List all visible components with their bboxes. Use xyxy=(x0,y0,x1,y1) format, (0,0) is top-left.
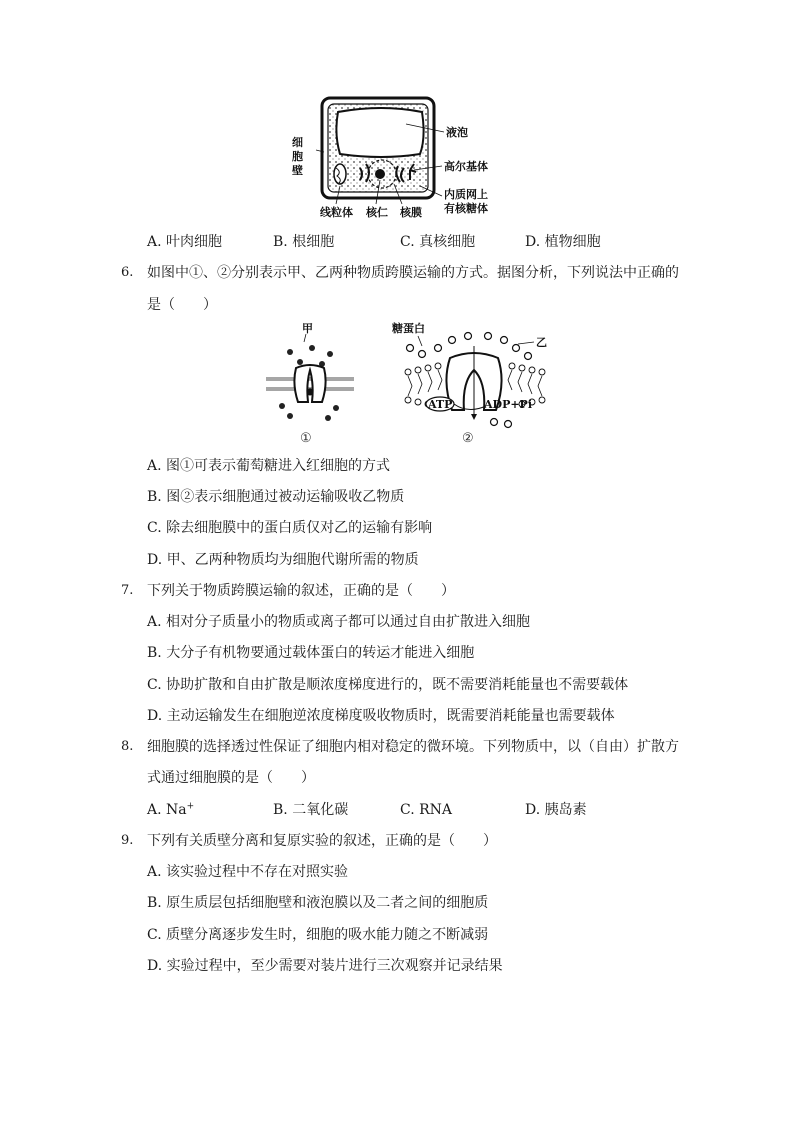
plant-cell-figure xyxy=(286,94,506,224)
q6-option-b[interactable]: B. 图②表示细胞通过被动运输吸收乙物质 xyxy=(147,489,405,505)
label-nuclear-membrane: 核膜 xyxy=(400,206,422,219)
label-adp: ADP+Pi xyxy=(484,398,533,411)
q9-option-b[interactable]: B. 原生质层包括细胞壁和液泡膜以及二者之间的细胞质 xyxy=(147,895,489,911)
q6-option-a[interactable]: A. 图①可表示葡萄糖进入红细胞的方式 xyxy=(147,458,391,474)
label-atp: ATP xyxy=(428,398,453,411)
nucleolus-shape xyxy=(375,169,385,179)
channel-protein-1 xyxy=(294,365,325,402)
q9-stem: 下列有关质壁分离和复原实验的叙述，正确的是（ ） xyxy=(147,833,497,849)
q9-option-d[interactable]: D. 实验过程中，至少需要对装片进行三次观察并记录结果 xyxy=(147,958,503,974)
label-mitochondria: 线粒体 xyxy=(320,206,353,219)
label-golgi: 高尔基体 xyxy=(444,160,488,173)
membrane-figure-1 xyxy=(260,318,360,450)
q6-option-c[interactable]: C. 除去细胞膜中的蛋白质仅对乙的运输有影响 xyxy=(147,520,433,536)
q5-option-b[interactable]: B. 根细胞 xyxy=(273,234,335,250)
label-cell-wall-3: 壁 xyxy=(292,164,303,177)
q7-option-b[interactable]: B. 大分子有机物要通过载体蛋白的转运才能进入细胞 xyxy=(147,645,475,661)
q7-option-a[interactable]: A. 相对分子质量小的物质或离子都可以通过自由扩散进入细胞 xyxy=(147,614,531,630)
label-fig1: ① xyxy=(300,431,312,446)
q8-option-c[interactable]: C. RNA xyxy=(400,802,453,818)
label-jia: 甲 xyxy=(302,322,313,335)
label-nucleolus: 核仁 xyxy=(366,206,388,219)
label-fig2: ② xyxy=(462,431,474,446)
yi-molecules-inside xyxy=(491,419,512,428)
q6-option-d[interactable]: D. 甲、乙两种物质均为细胞代谢所需的物质 xyxy=(147,552,419,568)
q5-option-d[interactable]: D. 植物细胞 xyxy=(525,234,601,250)
q9-option-a[interactable]: A. 该实验过程中不存在对照实验 xyxy=(147,864,349,880)
label-er-2: 有核糖体 xyxy=(444,202,488,215)
label-er-1: 内质网上 xyxy=(444,188,488,201)
label-glycoprotein: 糖蛋白 xyxy=(392,322,425,335)
q9-number: 9. xyxy=(121,833,134,848)
q6-number: 6. xyxy=(121,265,134,280)
q8-stem-line2: 式通过细胞膜的是（ ） xyxy=(147,770,315,786)
q7-option-d[interactable]: D. 主动运输发生在细胞逆浓度梯度吸收物质时，既需要消耗能量也需要载体 xyxy=(147,708,615,724)
label-vacuole: 液泡 xyxy=(446,126,468,139)
q6-stem-line2: 是（ ） xyxy=(147,297,217,313)
q5-option-c[interactable]: C. 真核细胞 xyxy=(400,234,476,250)
q7-option-c[interactable]: C. 协助扩散和自由扩散是顺浓度梯度进行的，既不需要消耗能量也不需要载体 xyxy=(147,677,629,693)
q6-stem-line1: 如图中①、②分别表示甲、乙两种物质跨膜运输的方式。据图分析，下列说法中正确的 xyxy=(147,265,679,281)
jia-molecules-inside xyxy=(279,403,339,421)
vacuole-shape xyxy=(336,108,423,157)
bilayer-1 xyxy=(266,378,354,390)
q9-option-c[interactable]: C. 质壁分离逐步发生时，细胞的吸水能力随之不断减弱 xyxy=(147,927,489,943)
label-cell-wall-1: 细 xyxy=(292,136,303,149)
label-yi: 乙 xyxy=(536,336,547,349)
q8-number: 8. xyxy=(121,739,134,754)
membrane-figure-2 xyxy=(388,318,568,450)
label-cell-wall-2: 胞 xyxy=(292,150,303,163)
q8-option-a[interactable]: A. Na+ xyxy=(147,801,195,818)
q8-stem-line1: 细胞膜的选择透过性保证了细胞内相对稳定的微环境。下列物质中，以（自由）扩散方 xyxy=(147,739,679,755)
q7-number: 7. xyxy=(121,583,134,598)
jia-molecules-outside xyxy=(287,345,333,367)
q8-option-d[interactable]: D. 胰岛素 xyxy=(525,802,587,818)
q7-stem: 下列关于物质跨膜运输的叙述，正确的是（ ） xyxy=(147,583,455,599)
q8-option-b[interactable]: B. 二氧化碳 xyxy=(273,802,349,818)
q5-option-a[interactable]: A. 叶肉细胞 xyxy=(147,234,223,250)
